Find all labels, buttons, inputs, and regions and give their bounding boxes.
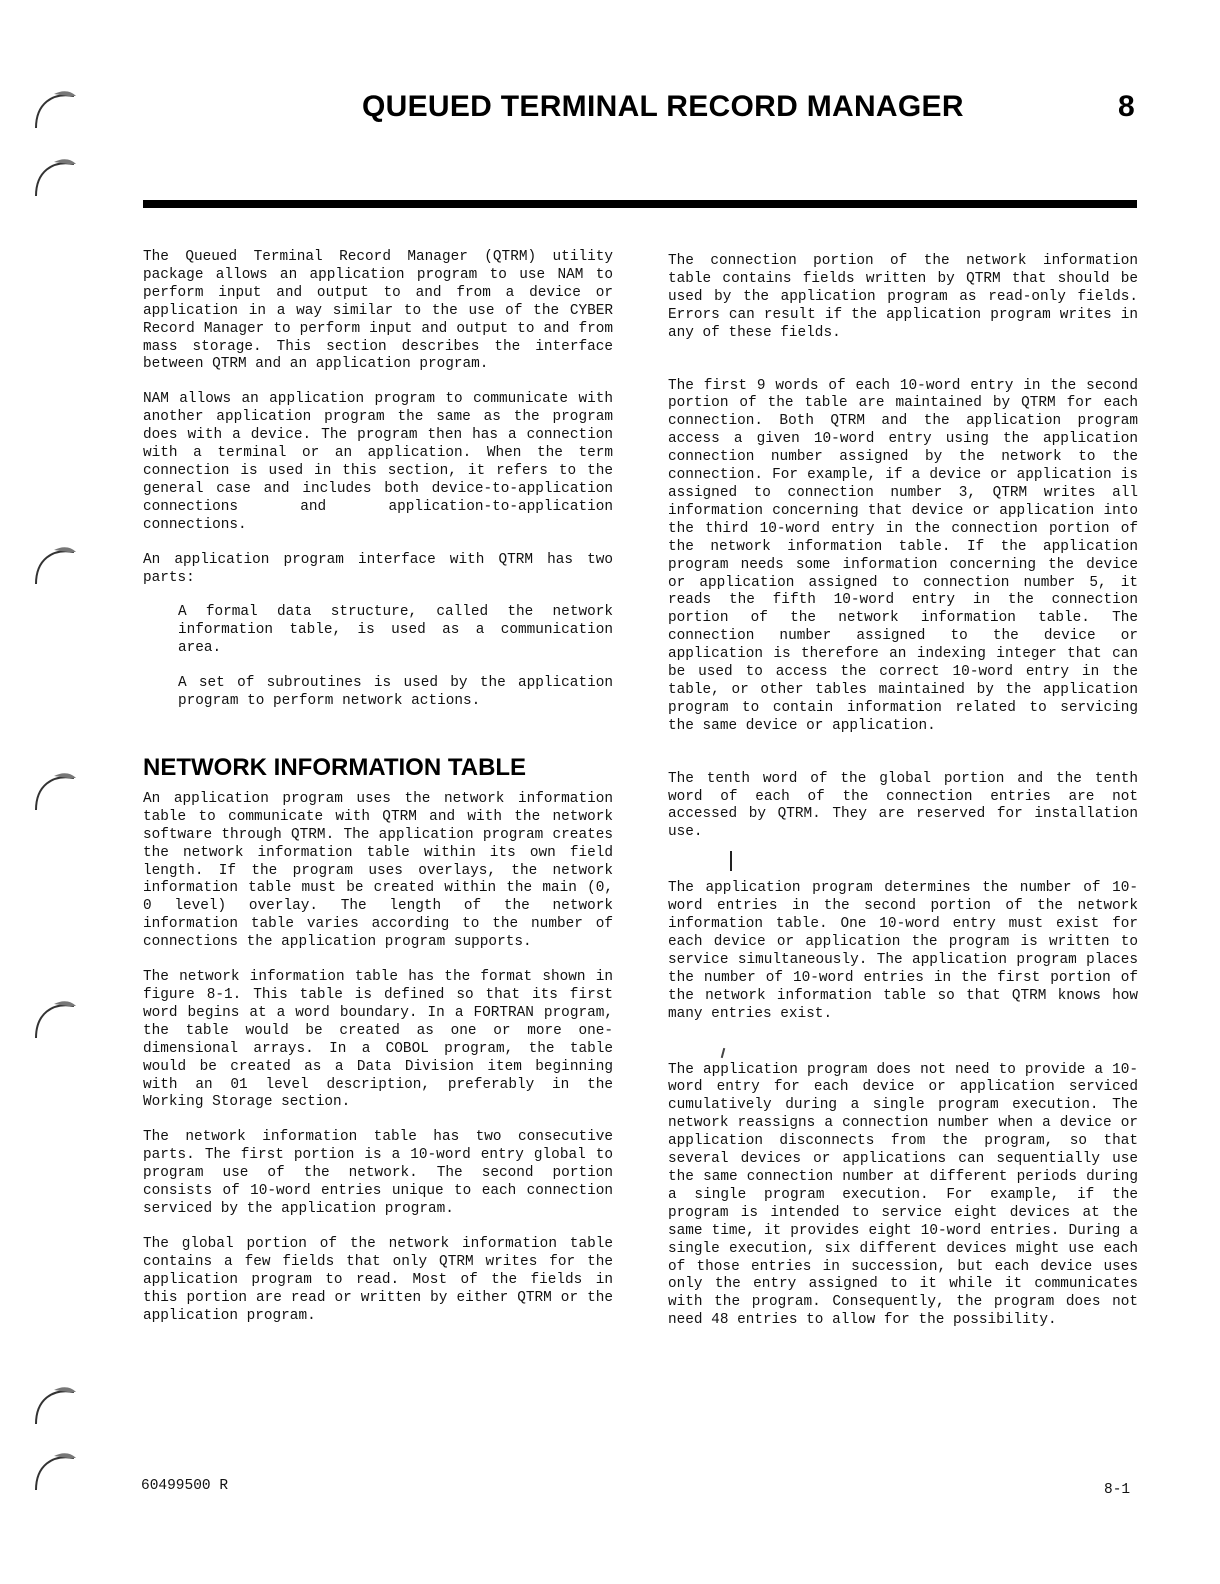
section-heading: NETWORK INFORMATION TABLE (143, 753, 527, 781)
right-column (668, 253, 1138, 1330)
section-paragraph: The global portion of the network information table contains a few fields that only QTRM writes for the application program to read. Most of the fields in this portion are read or written by either QTRM or the application program. (143, 1235, 613, 1324)
right-paragraph: The first 9 words of each 10-word entry in the second portion of the table are maintained by QTRM for each connection. Both QTRM and the application program access a given 10-word entry using the application connection number assigned by the network to the connection. For example, if a device or application is assigned to connection number 3, QTRM writes all information concerning that device or application into the third 10-word entry in the connection portion of the network information table. If the application program needs some information concerning the device or application assigned to connection number 5, it reads the fifth 10-word entry in the connection portion of the network information table. The connection number assigned to the device or application is therefore an indexing integer that can be used to access the correct 10-word entry in the table, or other tables maintained by the application program to contain information related to servicing the same device or application. (668, 377, 1138, 734)
right-paragraph: The application program does not need to provide a 10-word entry for each device or application serviced cumulatively during a single program execution. The network reassigns a connection number when a device or application disconnects from the program, so that several devices or applications can sequentially use the same connection number at different periods during a single program execution. For example, if the program is intended to service eight devices at the same time, it provides eight 10-word entries. During a single execution, six different devices might use each of those entries in succession, but each device uses only the entry assigned to it while it communicates with the program. Consequently, the program does not need 48 entries to allow for the possibility. (668, 1061, 1138, 1329)
binder-hole-mark-icon (32, 1446, 82, 1496)
intro-paragraph: NAM allows an application program to communicate with another application program the same as the program does with a device. The program then has a connection with a terminal or an application. When the term connection is used in this section, it refers to the general case and includes both device-to-application connections and application-to-application connections. (143, 391, 613, 533)
intro-paragraph: An application program interface with QTRM has two parts: (143, 551, 613, 586)
binder-hole-mark-icon (32, 994, 82, 1044)
right-paragraph: The tenth word of the global portion and the tenth word of each of the connection entries are not accessed by QTRM. They are reserved for installation use. (668, 770, 1138, 841)
section-paragraph: The network information table has two consecutive parts. The first portion is a 10-word entry global to program use of the network. The second portion consists of 10-word entries unique to each connection serviced by the application program. (143, 1129, 613, 1217)
right-paragraph: The application program determines the number of 10-word entries in the second portion of the network information table. One 10-word entry must exist for each device or application the program is written to service simultaneously. The application program places the number of 10-word entries in the first portion of the network information table so that QTRM knows how many entries exist. (668, 880, 1138, 1022)
chapter-title: QUEUED TERMINAL RECORD MANAGER (362, 90, 964, 123)
binder-hole-mark-icon (32, 540, 82, 590)
binder-hole-mark-icon (32, 1380, 82, 1430)
document-number: 60499500 R (141, 1478, 229, 1494)
page-number: 8-1 (1104, 1482, 1131, 1498)
left-column (143, 249, 613, 1325)
right-paragraph: The connection portion of the network information table contains fields written by QTRM that should be used by the application program as read-only fields. Errors can result if the application program writes in any of these fields. (668, 253, 1138, 341)
binder-hole-mark-icon (32, 152, 82, 202)
section-paragraph: The network information table has the format shown in figure 8-1. This table is defined so that its first word begins at a word boundary. In a FORTRAN program, the table would be created as one or more one-dimensional arrays. In a COBOL program, the table would be created as a Data Division item beginning with an 01 level description, preferably in the Working Storage section. (143, 969, 613, 1111)
chapter-number: 8 (1118, 90, 1135, 123)
binder-hole-mark-icon (32, 766, 82, 816)
header-rule (143, 200, 1137, 208)
section-paragraph: An application program uses the network information table to communicate with QTRM and with the network software through QTRM. The application program creates the network information table within its own field length. If the program uses overlays, the network information table must be created within the main (0, 0 level) overlay. The length of the network information table varies according to the number of connections the application program supports. (143, 790, 613, 951)
part-item: A set of subroutines is used by the application program to perform network actions. (178, 675, 613, 710)
binder-hole-mark-icon (32, 84, 82, 134)
part-item: A formal data structure, called the network information table, is used as a communication area. (178, 604, 613, 657)
intro-paragraph: The Queued Terminal Record Manager (QTRM) utility package allows an application program to use NAM to perform input and output to and from a device or application in a way similar to the use of the CYBER Record Manager to perform input and output to and from mass storage. This section describes the interface between QTRM and an application program. (143, 249, 613, 373)
scan-mark (730, 851, 732, 871)
